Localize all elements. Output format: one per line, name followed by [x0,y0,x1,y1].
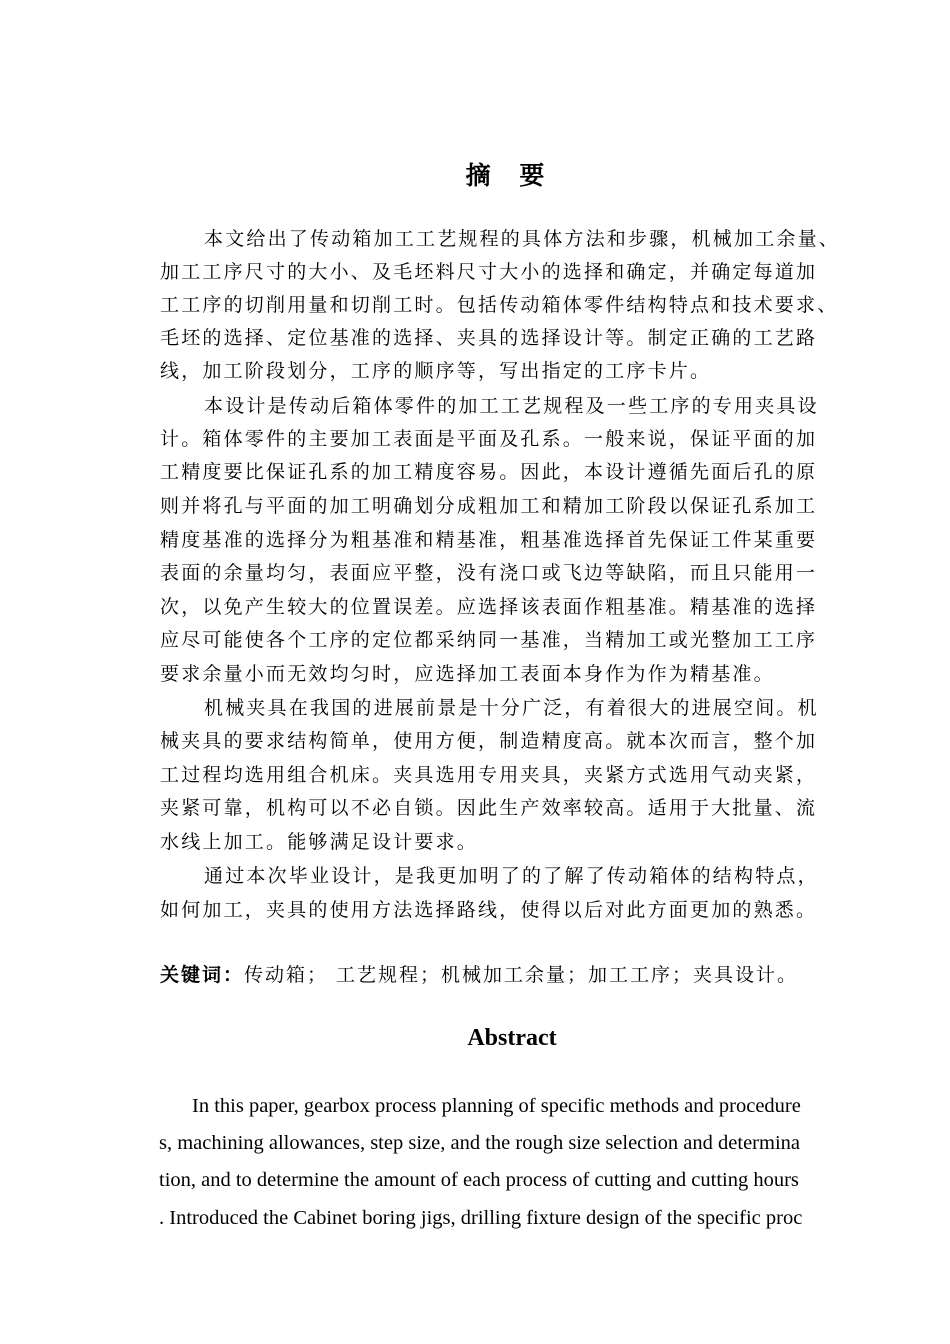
abstract-cn-line: 工工序的切削用量和切削工时。包括传动箱体零件结构特点和技术要求、 [160,294,839,316]
abstract-cn-line: 要求余量小而无效均匀时，应选择加工表面本身作为作为精基准。 [160,663,775,685]
abstract-en-line: s, machining allowances, step size, and the rough size selection and determina [159,1132,800,1154]
abstract-cn-line: 机械夹具在我国的进展前景是十分广泛，有着很大的进展空间。机 [204,697,819,719]
abstract-cn-line: 计。箱体零件的主要加工表面是平面及孔系。一般来说，保证平面的加 [160,428,818,450]
abstract-cn-line: 通过本次毕业设计，是我更加明了的了解了传动箱体的结构特点， [204,865,819,887]
abstract-en-line: . Introduced the Cabinet boring jigs, drilling fixture design of the specific proc [159,1207,803,1229]
keywords-label: 关键词： [160,964,245,986]
abstract-cn-line: 水线上加工。能够满足设计要求。 [160,831,479,853]
abstract-cn-line: 应尽可能使各个工序的定位都采纳同一基准，当精加工或光整加工工序 [160,629,818,651]
abstract-cn-line: 线，加工阶段划分，工序的顺序等，写出指定的工序卡片。 [160,360,712,382]
keywords-text: 传动箱； 工艺规程；机械加工余量；加工工序；夹具设计。 [244,964,799,986]
abstract-en-line: tion, and to determine the amount of each process of cutting and cutting hours [159,1169,799,1191]
abstract-cn-line: 精度基准的选择分为粗基准和精基准，粗基准选择首先保证工件某重要 [160,529,818,551]
abstract-en-line: In this paper, gearbox process planning of specific methods and procedure [192,1095,801,1117]
abstract-cn-line: 毛坯的选择、定位基准的选择、夹具的选择设计等。制定正确的工艺路 [160,327,818,349]
abstract-cn-line: 工精度要比保证孔系的加工精度容易。因此，本设计遵循先面后孔的原 [160,461,818,483]
abstract-cn-line: 本文给出了传动箱加工工艺规程的具体方法和步骤，机械加工余量、 [204,228,841,250]
abstract-cn-line: 表面的余量均匀，表面应平整，没有浇口或飞边等缺陷，而且只能用一 [160,562,818,584]
abstract-cn-line: 本设计是传动后箱体零件的加工工艺规程及一些工序的专用夹具设 [204,395,819,417]
abstract-cn-line: 则并将孔与平面的加工明确划分成粗加工和精加工阶段以保证孔系加工 [160,495,818,517]
abstract-cn-line: 次，以免产生较大的位置误差。应选择该表面作粗基准。精基准的选择 [160,596,818,618]
abstract-cn-line: 夹紧可靠，机构可以不必自锁。因此生产效率较高。适用于大批量、流 [160,797,818,819]
keywords-line [160,961,798,989]
abstract-cn-line: 工过程均选用组合机床。夹具选用专用夹具，夹紧方式选用气动夹紧， [160,764,818,786]
abstract-cn-title: 摘 要 [465,161,555,190]
abstract-en-title: Abstract [467,1025,557,1051]
abstract-cn-line: 如何加工，夹具的使用方法选择路线，使得以后对此方面更加的熟悉。 [160,899,818,921]
abstract-cn-line: 械夹具的要求结构简单，使用方便，制造精度高。就本次而言，整个加 [160,730,818,752]
abstract-cn-line: 加工工序尺寸的大小、及毛坯料尺寸大小的选择和确定，并确定每道加 [160,261,818,283]
